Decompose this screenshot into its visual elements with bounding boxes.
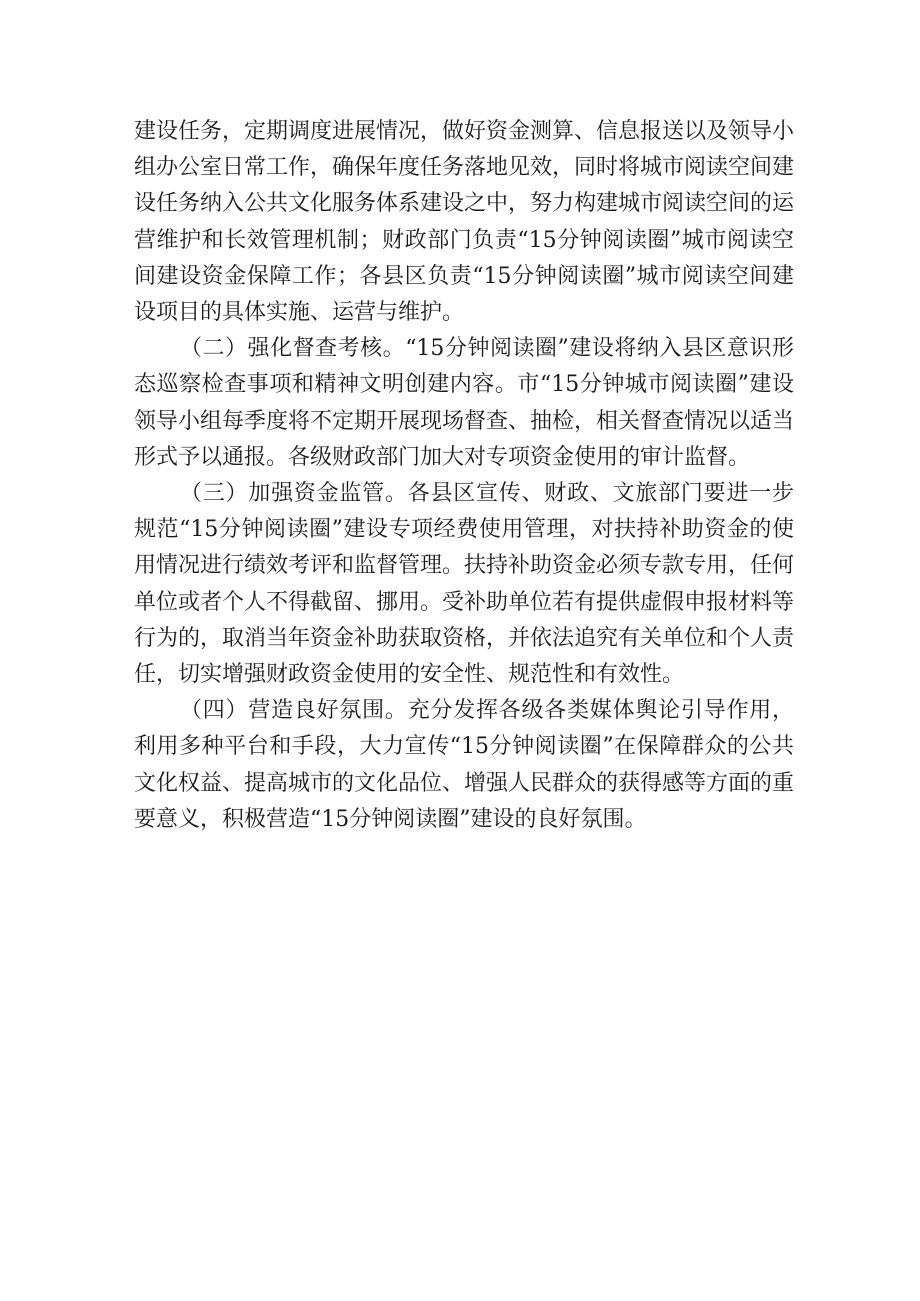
paragraph-text: 各县区宣传、财政、文旅部门要进一步规范“15分钟阅读圈”建设专项经费使用管理，对扶持补助资金的使用情况进行绩效考评和监督管理。扶持补助资金必须专款专用，任何单位或者个人不得截留、挪用。受补助单位若有提供虚假申报材料等行为的，取消当年资金补助获取资格，并依法追究有关单位和个人责任，切实增强财政资金使用的安全性、规范性和有效性。: [134, 481, 795, 688]
paragraph-text: 充分发挥各级各类媒体舆论引导作用，利用多种平台和手段，大力宣传“15分钟阅读圈”在保障群众的公共文化权益、提高城市的文化品位、增强人民群众的获得感等方面的重要意义，积极营造“15分钟阅读圈”建设的良好氛围。: [134, 698, 795, 832]
paragraph-supervision: [134, 331, 794, 476]
paragraph-fund-supervision: [134, 476, 794, 693]
document-page: [134, 114, 794, 838]
paragraph-continuation: [134, 114, 794, 331]
paragraph-text: “15分钟阅读圈”建设将纳入县区意识形态巡察检查事项和精神文明创建内容。市“15分钟城市阅读圈”建设领导小组每季度将不定期开展现场督查、抽检，相关督查情况以适当形式予以通报。各级财政部门加大对专项资金使用的审计监督。: [134, 336, 795, 470]
paragraph-text: 建设任务，定期调度进展情况，做好资金测算、信息报送以及领导小组办公室日常工作，确保年度任务落地见效，同时将城市阅读空间建设任务纳入公共文化服务体系建设之中，努力构建城市阅读空间的运营维护和长效管理机制；财政部门负责“15分钟阅读圈”城市阅读空间建设资金保障工作；各县区负责“15分钟阅读圈”城市阅读空间建设项目的具体实施、运营与维护。: [134, 119, 795, 326]
paragraph-heading: （二）强化督查考核。: [180, 336, 406, 362]
paragraph-heading: （四）营造良好氛围。: [180, 698, 408, 724]
paragraph-atmosphere: [134, 693, 794, 838]
paragraph-heading: （三）加强资金监管。: [180, 481, 408, 507]
